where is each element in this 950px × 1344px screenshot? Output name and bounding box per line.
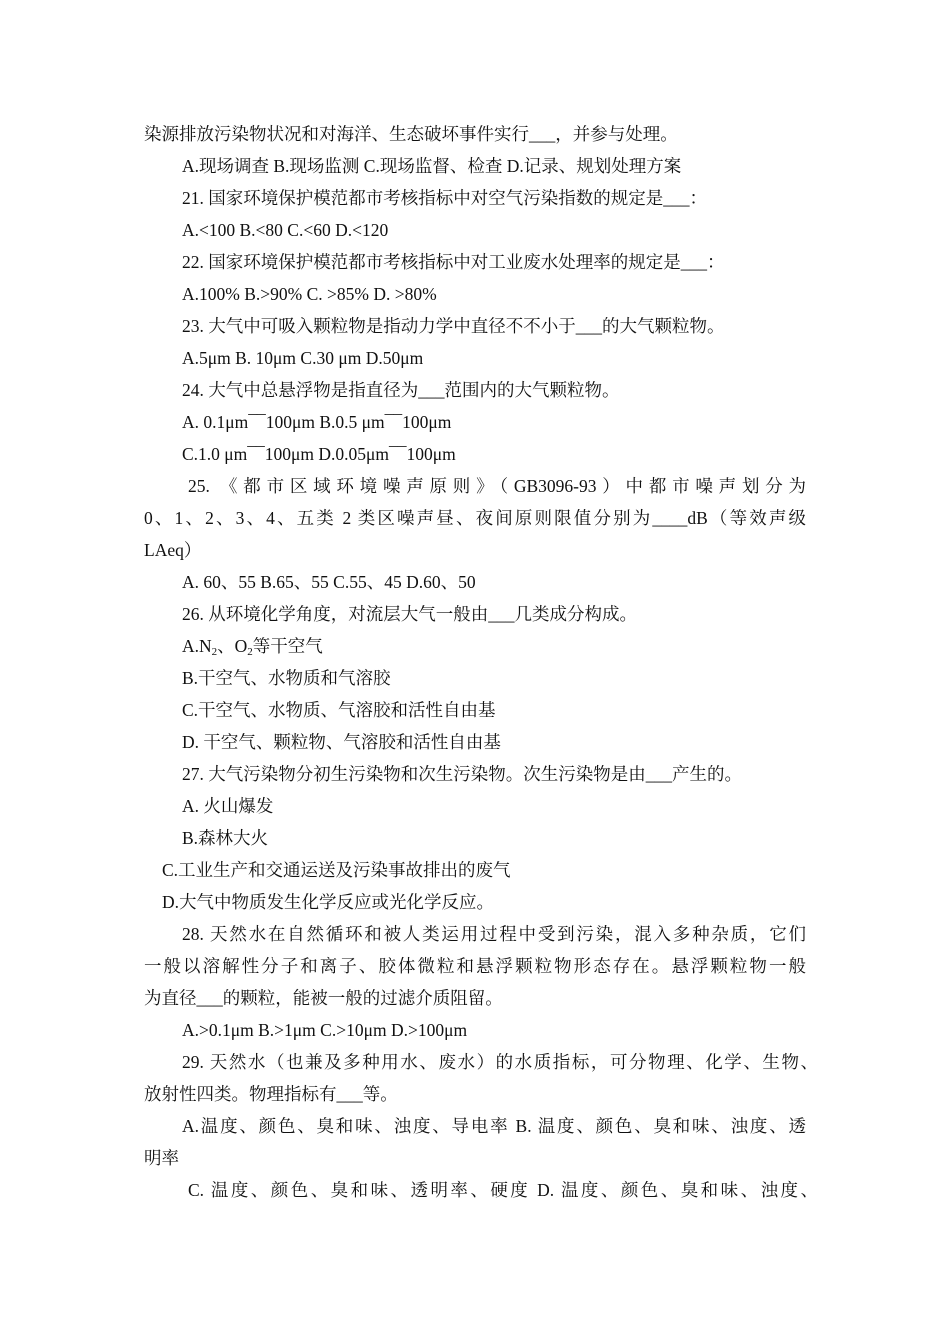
answer-options: A.>0.1μm B.>1μm C.>10μm D.>100μm [182,1020,468,1040]
answer-options: A.现场调查 B.现场监测 C.现场监督、检查 D.记录、规划处理方案 [182,156,682,176]
answer-option-c: C.干空气、水物质、气溶胶和活性自由基 [182,700,496,720]
answer-option-c: C.工业生产和交通运送及污染事故排出的废气 [162,860,511,880]
question-22: 22. 国家环境保护模范都市考核指标中对工业废水处理率的规定是___： [182,252,725,272]
text-line: 染源排放污染物状况和对海洋、生态破坏事件实行___，并参与处理。 [144,124,678,144]
answer-options: C. 温度、颜色、臭和味、透明率、硬度 D. 温度、颜色、臭和味、浊度、 [188,1180,818,1200]
text-line: 放射性四类。物理指标有___等。 [144,1084,398,1104]
question-24: 24. 大气中总悬浮物是指直径为___范围内的大气颗粒物。 [182,380,620,400]
answer-option-b: B.干空气、水物质和气溶胶 [182,668,391,688]
answer-options: A. 60、55 B.65、55 C.55、45 D.60、50 [182,572,476,592]
answer-option-a: A. 火山爆发 [182,796,274,816]
question-25: 25. 《都市区域环境噪声原则》（GB3096-93）中都市噪声划分为 [188,476,806,496]
text-line: 0、1、2、3、4、五类 2 类区噪声昼、夜间原则限值分别为____dB（等效声级 [144,508,806,528]
answer-options: C.1.0 μm¯¯100μm D.0.05μm¯¯100μm [182,444,456,464]
answer-option-a [182,634,323,664]
answer-option-b: B.森林大火 [182,828,269,848]
answer-options: A.<100 B.<80 C.<60 D.<120 [182,220,389,240]
question-27: 27. 大气污染物分初生污染物和次生污染物。次生污染物是由___产生的。 [182,764,742,784]
answer-options: A. 0.1μm¯¯100μm B.0.5 μm¯¯100μm [182,412,452,432]
text-line: 为直径___的颗粒，能被一般的过滤介质阻留。 [144,988,503,1008]
question-23: 23. 大气中可吸入颗粒物是指动力学中直径不不小于___的大气颗粒物。 [182,316,725,336]
answer-option-d: D.大气中物质发生化学反应或光化学反应。 [162,892,495,912]
text-line: LAeq） [144,540,202,560]
answer-option-d: D. 干空气、颗粒物、气溶胶和活性自由基 [182,732,501,752]
answer-options: A.100% B.>90% C. >85% D. >80% [182,284,437,304]
question-29: 29. 天然水（也兼及多种用水、废水）的水质指标，可分物理、化学、生物、 [182,1052,818,1072]
answer-options: A.温度、颜色、臭和味、浊度、导电率 B. 温度、颜色、臭和味、浊度、透 [182,1116,806,1136]
option-mid: 、O [217,636,248,656]
option-prefix: A.N [182,636,212,656]
question-26: 26. 从环境化学角度，对流层大气一般由___几类成分构成。 [182,604,637,624]
text-line: 明率 [144,1148,179,1168]
question-28: 28. 天然水在自然循环和被人类运用过程中受到污染，混入多种杂质，它们 [182,924,806,944]
subscript: 2 [247,646,253,658]
question-21: 21. 国家环境保护模范都市考核指标中对空气污染指数的规定是___： [182,188,707,208]
text-line: 一般以溶解性分子和离子、胶体微粒和悬浮颗粒物形态存在。悬浮颗粒物一般 [144,956,806,976]
option-suffix: 等干空气 [252,636,323,656]
answer-options: A.5μm B. 10μm C.30 μm D.50μm [182,348,424,368]
subscript: 2 [211,646,218,658]
